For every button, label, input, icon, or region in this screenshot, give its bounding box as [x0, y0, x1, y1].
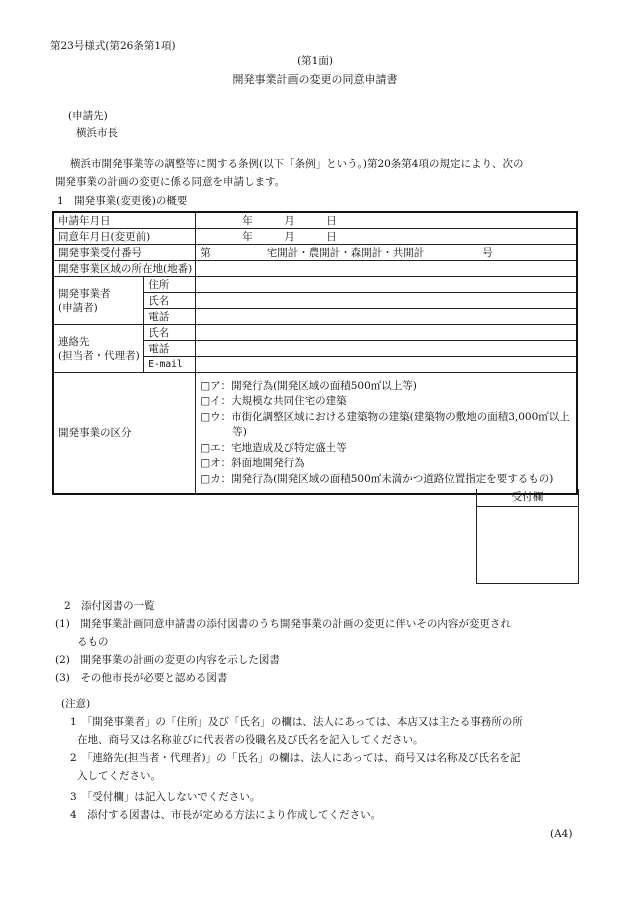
overview-table — [52, 211, 578, 495]
addressee-name: 横浜市長 — [76, 127, 118, 139]
reception-number-field[interactable] — [196, 245, 577, 261]
intro-line-1: 横浜市開発事業等の調整等に関する条例(以下「条例」という。)第20条第4項の規定により、次の — [70, 158, 524, 170]
contact-label — [53, 325, 144, 373]
receipt-label: 受付欄 — [477, 489, 578, 507]
application-date-field[interactable] — [196, 212, 577, 229]
category-option-ka[interactable]: □カ：開発行為(開発区域の面積500㎡未満かつ道路位置指定を要するもの) — [200, 472, 554, 485]
application-date-label: 申請年月日 — [53, 212, 196, 229]
page-label: (第1面) — [297, 55, 333, 67]
document-title: 開発事業計画の変更の同意申請書 — [232, 73, 398, 86]
application-date-value: 年 月 日 — [242, 214, 337, 227]
row-applicant-address — [53, 277, 577, 293]
form-number: 第23号様式(第26条第1項) — [50, 40, 176, 52]
row-location — [53, 261, 577, 277]
intro-line-2: 開発事業の計画の変更に係る同意を申請します。 — [55, 176, 286, 188]
attachment-item-3: (3) その他市長が必要と認める図書 — [55, 672, 228, 684]
category-label: 開発事業の区分 — [53, 373, 196, 495]
category-option-u[interactable]: □ウ：市街化調整区域における建築物の建築(建築物の敷地の面積3,000㎡以上等) — [200, 410, 570, 439]
contact-phone-label: 電話 — [144, 341, 196, 357]
receipt-box — [476, 489, 579, 584]
applicant-label-line1: 開発事業者 — [58, 287, 111, 300]
attachment-item-2: (2) 開発事業の計画の変更の内容を示した図書 — [55, 654, 280, 666]
applicant-name-label: 氏名 — [144, 293, 196, 309]
note-2-line2: 入してください。 — [77, 770, 161, 782]
contact-label-line1: 連絡先 — [58, 335, 90, 348]
notes-heading: (注意) — [61, 698, 91, 710]
applicant-phone-field[interactable] — [196, 309, 577, 325]
applicant-label — [53, 277, 144, 325]
applicant-address-label: 住所 — [144, 277, 196, 293]
note-1-line1: 1 「開発事業者」の「住所」及び「氏名」の欄は、法人にあっては、本店又は主たる事務所の所 — [70, 716, 523, 728]
consent-date-field[interactable] — [196, 229, 577, 245]
attachment-item-1-line1: (1) 開発事業計画同意申請書の添付図書のうち開発事業の計画の変更に伴いその内容が変更され — [55, 618, 511, 630]
location-field[interactable] — [196, 261, 577, 277]
section1-heading: 1 開発事業(変更後)の概要 — [57, 195, 188, 207]
category-option-i[interactable]: □イ：大規模な共同住宅の建築 — [200, 395, 347, 408]
attachment-item-1-line2: るもの — [77, 636, 109, 648]
note-2-line1: 2 「連絡先(担当者・代理者)」の「氏名」の欄は、法人にあっては、商号又は名称及び氏名を記 — [70, 752, 521, 764]
location-label: 開発事業区域の所在地(地番) — [53, 261, 196, 277]
contact-email-label: E-mail — [144, 357, 196, 373]
note-4: 4 添付する図書は、市長が定める方法により作成してください。 — [70, 809, 382, 821]
contact-label-line2: (担当者・代理者) — [58, 349, 140, 362]
row-category — [53, 373, 577, 495]
category-options — [196, 373, 577, 495]
reception-types: 宅開計・農開計・森開計・共開計 — [266, 246, 425, 259]
contact-name-label: 氏名 — [144, 325, 196, 341]
category-option-e[interactable]: □エ：宅地造成及び特定盛土等 — [200, 441, 347, 454]
applicant-address-field[interactable] — [196, 277, 577, 293]
reception-number-label: 開発事業受付番号 — [53, 245, 196, 261]
contact-name-field[interactable] — [196, 325, 577, 341]
row-contact-name — [53, 325, 577, 341]
paper-size: (A4) — [550, 828, 573, 840]
applicant-name-field[interactable] — [196, 293, 577, 309]
consent-date-value: 年 月 日 — [242, 230, 337, 243]
addressee-label: (申請先) — [68, 110, 108, 122]
contact-phone-field[interactable] — [196, 341, 577, 357]
applicant-label-line2: (申請者) — [58, 301, 98, 314]
reception-suffix: 号 — [482, 246, 493, 259]
note-3: 3 「受付欄」は記入しないでください。 — [70, 791, 261, 803]
reception-prefix: 第 — [200, 246, 211, 259]
section2-heading: 2 添付図書の一覧 — [64, 600, 155, 612]
row-consent-date — [53, 229, 577, 245]
consent-date-label: 同意年月日(変更前) — [53, 229, 196, 245]
contact-email-field[interactable] — [196, 357, 577, 373]
category-option-o[interactable]: □オ：斜面地開発行為 — [200, 457, 305, 470]
applicant-phone-label: 電話 — [144, 309, 196, 325]
row-reception-number — [53, 245, 577, 261]
row-application-date — [53, 212, 577, 229]
category-option-a[interactable]: □ア：開発行為(開発区域の面積500㎡以上等) — [200, 379, 417, 392]
note-1-line2: 在地、商号又は名称並びに代表者の役職名及び氏名を記入してください。 — [77, 734, 424, 746]
